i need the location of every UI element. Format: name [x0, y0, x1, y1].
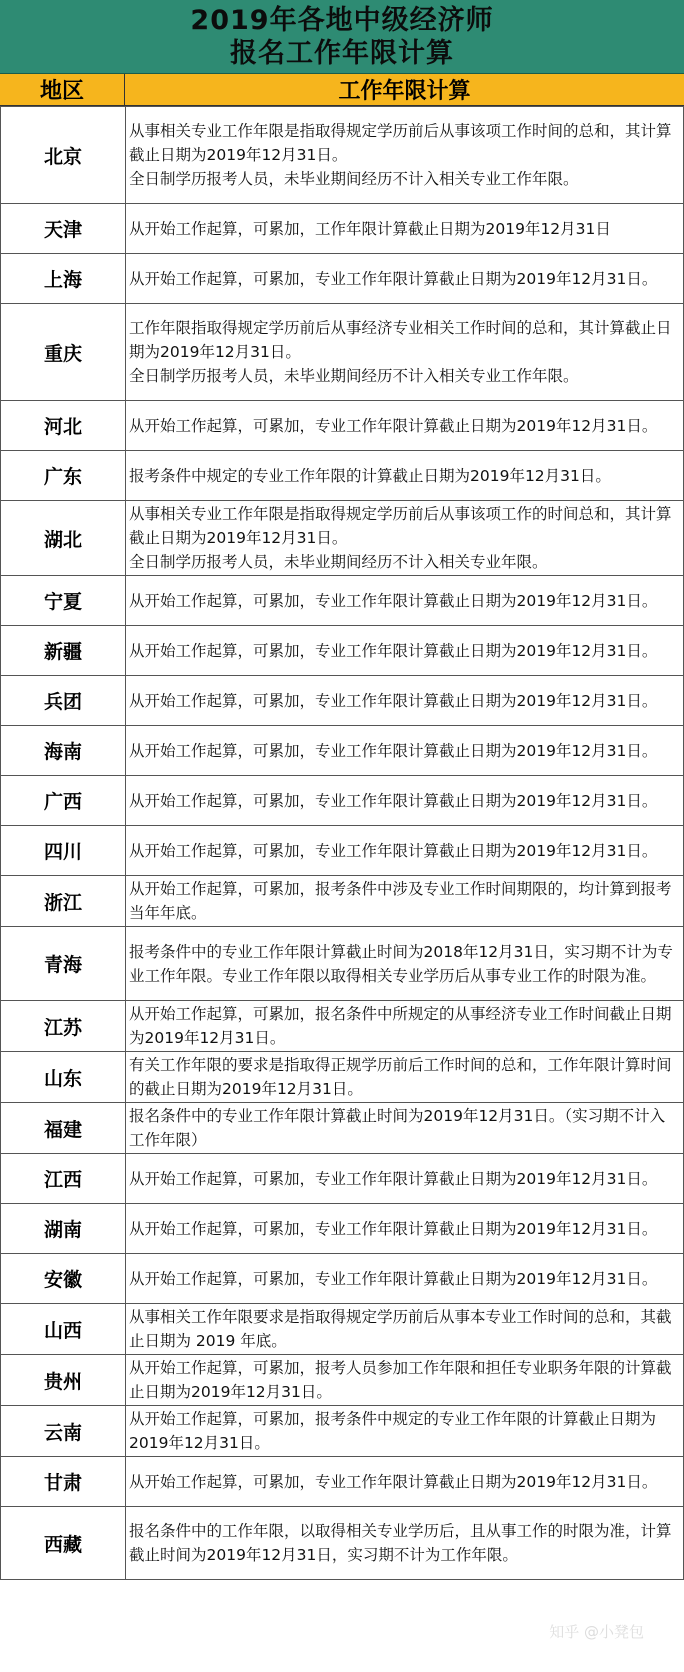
table-row [1, 254, 684, 304]
description-cell [126, 826, 684, 876]
table-row [1, 1304, 684, 1355]
region-cell: 云南 [1, 1406, 126, 1457]
description-text: 报考条件中规定的专业工作年限的计算截止日期为2019年12月31日。 [129, 466, 611, 485]
description-text: 从事相关专业工作年限是指取得规定学历前后从事该项工作的时间总和，其计算截止日期为2019年12月31日。 [129, 505, 672, 547]
description-text: 从开始工作起算，可累加，专业工作年限计算截止日期为2019年12月31日。 [129, 1219, 658, 1238]
description-text: 从开始工作起算，可累加，专业工作年限计算截止日期为2019年12月31日。 [129, 841, 658, 860]
description-text: 工作年限指取得规定学历前后从事经济专业相关工作时间的总和，其计算截止日期为2019年12月31日。 [129, 319, 672, 361]
table-row [1, 1254, 684, 1304]
description-cell [126, 254, 684, 304]
region-cell: 河北 [1, 401, 126, 451]
description-text: 从开始工作起算，可累加，专业工作年限计算截止日期为2019年12月31日。 [129, 691, 658, 710]
table-row [1, 776, 684, 826]
description-text: 从开始工作起算，可累加，报考人员参加工作年限和担任专业职务年限的计算截止日期为2019年12月31日。 [129, 1359, 672, 1401]
description-cell [126, 1304, 684, 1355]
region-cell: 湖北 [1, 501, 126, 576]
region-cell: 福建 [1, 1103, 126, 1154]
description-text: 报名条件中的工作年限，以取得相关专业学历后，且从事工作的时限为准，计算截止时间为2019年12月31日，实习期不计为工作年限。 [129, 1522, 672, 1564]
table-row [1, 304, 684, 401]
description-cell [126, 401, 684, 451]
table-row [1, 1204, 684, 1254]
description-text: 全日制学历报考人员，未毕业期间经历不计入相关专业工作年限。 [129, 367, 579, 385]
table-header [0, 74, 684, 106]
region-cell: 西藏 [1, 1507, 126, 1580]
description-cell [126, 1103, 684, 1154]
region-cell: 四川 [1, 826, 126, 876]
region-cell: 广东 [1, 451, 126, 501]
description-text: 从开始工作起算，可累加，专业工作年限计算截止日期为2019年12月31日。 [129, 591, 658, 610]
table-row [1, 1457, 684, 1507]
table-row [1, 1154, 684, 1204]
region-cell: 湖南 [1, 1204, 126, 1254]
description-cell [126, 304, 684, 401]
description-cell [126, 726, 684, 776]
description-cell [126, 927, 684, 1001]
table-row [1, 1001, 684, 1052]
region-cell: 重庆 [1, 304, 126, 401]
table-row [1, 876, 684, 927]
region-cell: 新疆 [1, 626, 126, 676]
description-cell [126, 204, 684, 254]
region-cell: 江西 [1, 1154, 126, 1204]
table-row [1, 204, 684, 254]
description-cell [126, 1052, 684, 1103]
region-cell: 青海 [1, 927, 126, 1001]
title-line-2: 报名工作年限计算 [230, 37, 454, 69]
description-cell [126, 1154, 684, 1204]
description-cell [126, 501, 684, 576]
description-text: 报名条件中的专业工作年限计算截止时间为2019年12月31日。（实习期不计入工作年限） [129, 1107, 666, 1149]
description-text: 从开始工作起算，可累加，专业工作年限计算截止日期为2019年12月31日。 [129, 416, 658, 435]
description-text: 从开始工作起算，可累加，专业工作年限计算截止日期为2019年12月31日。 [129, 269, 658, 288]
table-row [1, 107, 684, 204]
region-cell: 江苏 [1, 1001, 126, 1052]
description-text: 从开始工作起算，可累加，专业工作年限计算截止日期为2019年12月31日。 [129, 1169, 658, 1188]
description-text: 从开始工作起算，可累加，工作年限计算截止日期为2019年12月31日 [129, 219, 611, 238]
table-row [1, 1355, 684, 1406]
description-text: 从开始工作起算，可累加，报名条件中所规定的从事经济专业工作时间截止日期为2019年12月31日。 [129, 1005, 672, 1047]
description-cell [126, 1204, 684, 1254]
description-text: 全日制学历报考人员，未毕业期间经历不计入相关专业工作年限。 [129, 170, 579, 188]
description-text: 从开始工作起算，可累加，专业工作年限计算截止日期为2019年12月31日。 [129, 641, 658, 660]
description-cell [126, 1355, 684, 1406]
table-row [1, 1103, 684, 1154]
region-cell: 海南 [1, 726, 126, 776]
description-cell [126, 1457, 684, 1507]
table-row [1, 1052, 684, 1103]
table-row [1, 626, 684, 676]
description-cell [126, 776, 684, 826]
table-row [1, 576, 684, 626]
region-cell: 山东 [1, 1052, 126, 1103]
description-text: 从开始工作起算，可累加，专业工作年限计算截止日期为2019年12月31日。 [129, 741, 658, 760]
region-cell: 贵州 [1, 1355, 126, 1406]
table-row [1, 451, 684, 501]
region-cell: 安徽 [1, 1254, 126, 1304]
table-row [1, 726, 684, 776]
title-line-1: 2019年各地中级经济师 [190, 4, 494, 36]
description-cell [126, 1507, 684, 1580]
description-cell [126, 1001, 684, 1052]
region-cell: 甘肃 [1, 1457, 126, 1507]
description-text: 全日制学历报考人员，未毕业期间经历不计入相关专业年限。 [129, 553, 548, 571]
region-cell: 山西 [1, 1304, 126, 1355]
watermark: 知乎 @小凳包 [549, 1623, 644, 1641]
region-cell: 上海 [1, 254, 126, 304]
description-text: 从开始工作起算，可累加，专业工作年限计算截止日期为2019年12月31日。 [129, 1472, 658, 1491]
description-cell [126, 676, 684, 726]
description-cell [126, 1406, 684, 1457]
table-row [1, 826, 684, 876]
region-cell: 浙江 [1, 876, 126, 927]
description-cell [126, 876, 684, 927]
description-cell [126, 626, 684, 676]
region-cell: 北京 [1, 107, 126, 204]
header-region: 地区 [0, 74, 125, 105]
description-text: 有关工作年限的要求是指取得正规学历前后工作时间的总和，工作年限计算时间的截止日期为2019年12月31日。 [129, 1056, 672, 1098]
description-text: 从事相关工作年限要求是指取得规定学历前后从事本专业工作时间的总和，其截止日期为 2019 年底。 [129, 1308, 672, 1350]
table-row [1, 1406, 684, 1457]
description-text: 从开始工作起算，可累加，专业工作年限计算截止日期为2019年12月31日。 [129, 1269, 658, 1288]
region-cell: 天津 [1, 204, 126, 254]
region-cell: 兵团 [1, 676, 126, 726]
description-cell [126, 576, 684, 626]
table-row [1, 501, 684, 576]
description-text: 报考条件中的专业工作年限计算截止时间为2018年12月31日，实习期不计为专业工作年限。专业工作年限以取得相关专业学历后从事专业工作的时限为准。 [129, 942, 673, 985]
header-years: 工作年限计算 [338, 79, 471, 104]
description-text: 从开始工作起算，可累加，专业工作年限计算截止日期为2019年12月31日。 [129, 791, 658, 810]
description-text: 从开始工作起算，可累加，报考条件中规定的专业工作年限的计算截止日期为2019年12月31日。 [129, 1410, 657, 1452]
region-cell: 广西 [1, 776, 126, 826]
description-text: 从事相关专业工作年限是指取得规定学历前后从事该项工作时间的总和，其计算截止日期为2019年12月31日。 [129, 122, 672, 164]
description-cell [126, 451, 684, 501]
description-cell [126, 107, 684, 204]
table-row [1, 927, 684, 1001]
table-row [1, 401, 684, 451]
table-row [1, 676, 684, 726]
description-cell [126, 1254, 684, 1304]
table-title [0, 0, 684, 74]
work-years-table [0, 106, 684, 1580]
table-row [1, 1507, 684, 1580]
description-text: 从开始工作起算，可累加，报考条件中涉及专业工作时间期限的，均计算到报考当年年底。 [129, 880, 672, 922]
region-cell: 宁夏 [1, 576, 126, 626]
